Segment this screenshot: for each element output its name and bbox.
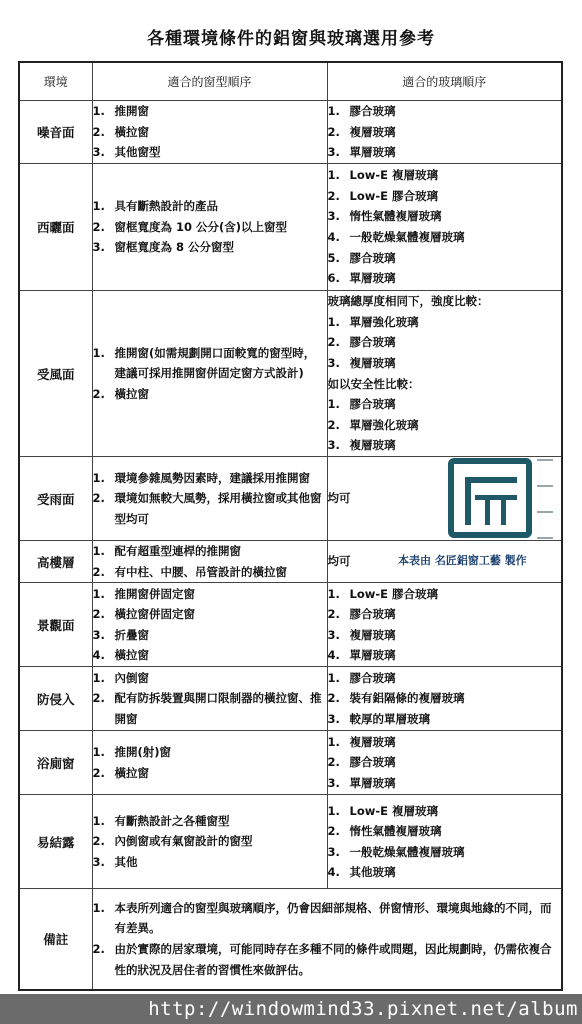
glass-cell (327, 457, 562, 541)
list-item-text: 內倒窗或有氣窗設計的窗型 (114, 834, 253, 849)
page-title: 各種環境條件的鋁窗與玻璃選用參考 (147, 29, 435, 49)
list-item-text: 橫拉窗 (114, 386, 149, 401)
list-item-number: 2. (327, 335, 340, 350)
glass-cell (327, 795, 562, 889)
list-item-text: 其他窗型 (114, 145, 161, 160)
list-item (328, 435, 562, 456)
credit-text: 本表由 名匠鋁窗工藝 製作 (398, 554, 527, 567)
list-item (328, 353, 562, 374)
list-item-text: Low-E 膠合玻璃 (349, 586, 438, 601)
list-item (328, 688, 562, 709)
list-item (328, 842, 562, 863)
list-item-text: 一般乾燥氣體複層玻璃 (349, 844, 465, 859)
list-item-text: 本表所列適合的窗型與玻璃順序，仍會因細部規格、併窗情形、環境與地緣的不同，而有差異。 (114, 900, 552, 936)
list-item-number: 3. (327, 627, 340, 642)
window-cell (92, 667, 327, 731)
list-item-number: 1. (92, 345, 105, 360)
window-cell (92, 291, 327, 457)
list-item-number: 6. (327, 271, 340, 286)
env-cell: 西曬面 (19, 164, 92, 291)
list-item-number: 2. (92, 834, 105, 849)
table-row (19, 291, 562, 457)
glass-cell (327, 583, 562, 667)
list-item (328, 122, 562, 143)
env-cell: 噪音面 (19, 101, 92, 164)
header-glass: 適合的玻璃順序 (327, 62, 562, 101)
list-item-number: 3. (327, 711, 340, 726)
list-item-text: 橫拉窗 (114, 124, 149, 139)
list-item-text: 膠合玻璃 (349, 104, 396, 119)
list-item-text: 有中柱、中腰、吊管設計的橫拉窗 (114, 564, 287, 579)
list-item-text: 膠合玻璃 (349, 670, 396, 685)
list-item (328, 394, 562, 415)
glass-cell (327, 667, 562, 731)
list-item-text: 複層玻璃 (349, 734, 396, 749)
list-item-number: 4. (327, 230, 340, 244)
list-item-number: 3. (92, 627, 105, 642)
header-window: 適合的窗型順序 (92, 62, 327, 101)
list-item-number: 1. (327, 314, 340, 329)
list-item-text: 膠合玻璃 (349, 397, 396, 412)
list-item (328, 268, 562, 289)
list-item-number: 2. (327, 188, 340, 203)
list-item-number: 3. (327, 438, 340, 453)
list-item-text: 窗框寬度為 8 公分窗型 (114, 240, 235, 255)
list-item (328, 732, 562, 753)
list-item-number: 1. (92, 670, 105, 685)
list-item-number: 1. (92, 745, 105, 760)
list-item (93, 217, 327, 238)
window-cell (92, 164, 327, 291)
reference-table (18, 61, 563, 991)
list-item (93, 384, 327, 405)
list-item (93, 645, 327, 666)
glass-subheader: 玻璃總厚度相同下，強度比較： (327, 294, 489, 309)
window-list (93, 468, 327, 530)
window-cell (92, 457, 327, 541)
list-item-text: 配有防拆裝置與開口限制器的橫拉窗、推開窗 (114, 691, 322, 726)
list-item-text: 單層玻璃 (349, 145, 396, 160)
list-item (93, 101, 327, 122)
list-item (328, 821, 562, 842)
window-cell (92, 731, 327, 795)
list-item (93, 142, 327, 163)
list-item-number: 3. (327, 355, 340, 370)
list-item (328, 165, 562, 186)
table-row (19, 583, 562, 667)
list-item-text: 由於實際的居家環境，可能同時存在多種不同的條件或問題，因此規劃時，仍需依複合性的狀況及居住者的習慣性來做評估。 (114, 941, 552, 977)
window-cell (92, 541, 327, 583)
list-item (328, 101, 562, 122)
list-item-text: 膠合玻璃 (349, 335, 396, 350)
list-item-text: 環境如無較大風勢，採用橫拉窗或其他窗型均可 (114, 491, 322, 526)
glass-cell (327, 291, 562, 457)
env-cell: 受風面 (19, 291, 92, 457)
list-item-text: 推開窗併固定窗 (114, 586, 195, 601)
window-list (93, 742, 327, 783)
window-cell (92, 795, 327, 889)
table-row (19, 667, 562, 731)
list-item-number: 2. (92, 564, 105, 579)
window-list (93, 541, 327, 582)
company-logo (445, 455, 557, 541)
header-env: 環境 (19, 62, 92, 101)
watermark-url: http://windowmind33.pixnet.net/album (0, 994, 582, 1024)
list-item-number: 1. (327, 734, 340, 749)
list-item (93, 811, 327, 832)
list-item (328, 645, 562, 666)
list-item (328, 142, 562, 163)
list-item (93, 688, 327, 729)
list-item-number: 3. (327, 209, 340, 224)
list-item-text: Low-E 複層玻璃 (349, 168, 438, 183)
list-item-number: 1. (92, 104, 105, 119)
list-item-text: 惰性氣體複層玻璃 (349, 209, 442, 224)
list-item (328, 668, 562, 689)
notes-cell (92, 889, 562, 990)
list-item-number: 2. (327, 824, 340, 839)
list-item-text: 橫拉窗 (114, 648, 149, 663)
glass-plain-text: 均可 (327, 554, 351, 569)
list-item (93, 562, 327, 583)
list-item-text: 推開窗(如需規劃開口面較寬的窗型時，建議可採用推開窗併固定窗方式設計) (114, 345, 316, 381)
glass-cell (327, 164, 562, 291)
list-item (93, 584, 327, 605)
list-item-text: 膠合玻璃 (349, 755, 396, 770)
list-item (328, 752, 562, 773)
list-item (93, 468, 327, 489)
window-list (93, 811, 327, 873)
list-item (328, 709, 562, 730)
list-item (328, 862, 562, 883)
list-item-text: 其他玻璃 (349, 865, 396, 880)
glass-plain-text: 均可 (327, 491, 351, 506)
list-item-number: 1. (92, 813, 105, 828)
list-item (93, 668, 327, 689)
list-item (93, 852, 327, 873)
list-item-text: 惰性氣體複層玻璃 (349, 824, 442, 839)
env-cell: 浴廁窗 (19, 731, 92, 795)
list-item-number: 5. (327, 250, 340, 265)
list-item (328, 773, 562, 794)
list-item-text: 單層玻璃 (349, 775, 396, 790)
list-item-number: 1. (327, 104, 340, 119)
list-item-text: 單層強化玻璃 (349, 417, 419, 432)
table-row (19, 731, 562, 795)
list-item-text: 橫拉窗 (114, 765, 149, 780)
list-item-number: 2. (327, 607, 340, 622)
list-item-text: 複層玻璃 (349, 124, 396, 139)
list-item (328, 604, 562, 625)
list-item (328, 584, 562, 605)
env-cell: 易結露 (19, 795, 92, 889)
list-item (328, 415, 562, 436)
table-row (19, 795, 562, 889)
list-item (93, 625, 327, 646)
table-row (19, 101, 562, 164)
list-item-number: 1. (327, 586, 340, 601)
list-item-text: 窗框寬度為 10 公分(含)以上窗型 (114, 219, 288, 234)
list-item-text: 單層強化玻璃 (349, 314, 419, 329)
notes-list (93, 898, 562, 980)
list-item-number: 1. (92, 900, 105, 915)
list-item (328, 248, 562, 269)
window-list (93, 668, 327, 730)
list-item (93, 939, 562, 980)
list-item-text: Low-E 膠合玻璃 (349, 188, 438, 203)
list-item-text: 推開(射)窗 (114, 745, 172, 760)
list-item-text: 橫拉窗併固定窗 (114, 607, 195, 622)
list-item-text: 複層玻璃 (349, 627, 396, 642)
glass-list (328, 165, 562, 289)
list-item (93, 237, 327, 258)
table-row (19, 457, 562, 541)
env-cell: 高樓層 (19, 541, 92, 583)
list-item-number: 1. (327, 803, 340, 818)
window-list (93, 343, 327, 405)
glass-list (328, 732, 562, 794)
list-item-number: 3. (92, 240, 105, 255)
window-list (93, 584, 327, 666)
list-item-number: 3. (92, 854, 105, 869)
list-item-number: 2. (92, 765, 105, 780)
glass-list (328, 668, 562, 730)
glass-subheader: 如以安全性比較： (327, 376, 420, 391)
list-item-text: 具有斷熱設計的產品 (114, 199, 218, 214)
env-cell: 防侵入 (19, 667, 92, 731)
window-cell (92, 583, 327, 667)
list-item-number: 2. (92, 491, 105, 506)
list-item (328, 312, 562, 333)
list-item-number: 2. (92, 607, 105, 622)
list-item-text: 複層玻璃 (349, 355, 396, 370)
list-item-text: 複層玻璃 (349, 438, 396, 453)
list-item (93, 604, 327, 625)
list-item-number: 2. (92, 691, 105, 706)
list-item (93, 831, 327, 852)
list-item-text: 膠合玻璃 (349, 250, 396, 265)
list-item-text: 配有超重型連桿的推開窗 (114, 544, 241, 558)
glass-list (328, 394, 562, 456)
list-item-number: 1. (92, 544, 105, 558)
list-item-text: 其他 (114, 854, 138, 869)
glass-list (328, 312, 562, 374)
list-item (328, 227, 562, 248)
list-item-number: 3. (327, 844, 340, 859)
list-item (328, 625, 562, 646)
list-item-number: 2. (92, 386, 105, 401)
glass-cell (327, 101, 562, 164)
list-item (93, 196, 327, 217)
list-item-number: 1. (92, 470, 105, 485)
list-item-number: 3. (327, 145, 340, 160)
list-item (328, 332, 562, 353)
list-item-number: 3. (327, 775, 340, 790)
list-item-number: 2. (92, 941, 105, 956)
list-item-number: 2. (327, 417, 340, 432)
list-item-number: 1. (327, 168, 340, 183)
notes-label: 備註 (19, 889, 92, 990)
list-item-text: 裝有鋁隔條的複層玻璃 (349, 691, 465, 706)
list-item-text: 一般乾燥氣體複層玻璃 (349, 230, 465, 244)
list-item-number: 1. (327, 670, 340, 685)
list-item-number: 1. (92, 586, 105, 601)
list-item-number: 2. (92, 124, 105, 139)
env-cell: 景觀面 (19, 583, 92, 667)
list-item-text: Low-E 複層玻璃 (349, 803, 438, 818)
list-item (328, 186, 562, 207)
list-item (93, 763, 327, 784)
list-item-text: 內倒窗 (114, 670, 149, 685)
list-item-text: 單層玻璃 (349, 648, 396, 663)
list-item-number: 2. (327, 755, 340, 770)
list-item-text: 推開窗 (114, 104, 149, 119)
list-item-number: 2. (92, 219, 105, 234)
glass-list (328, 101, 562, 163)
list-item (93, 343, 327, 384)
list-item-text: 膠合玻璃 (349, 607, 396, 622)
list-item-number: 2. (327, 124, 340, 139)
list-item-text: 折疊窗 (114, 627, 149, 642)
list-item (93, 898, 562, 939)
window-cell (92, 101, 327, 164)
list-item-number: 4. (327, 648, 340, 663)
glass-cell (327, 731, 562, 795)
list-item-text: 有斷熱設計之各種窗型 (114, 813, 230, 828)
list-item-number: 3. (92, 145, 105, 160)
glass-list (328, 584, 562, 666)
list-item-number: 1. (92, 199, 105, 214)
list-item (93, 541, 327, 562)
table-row (19, 164, 562, 291)
logo-mark-icon (445, 455, 557, 541)
list-item (328, 206, 562, 227)
list-item-text: 環境參雜風勢因素時，建議採用推開窗 (114, 470, 310, 485)
list-item-number: 1. (327, 397, 340, 412)
list-item (93, 122, 327, 143)
list-item-number: 4. (327, 865, 340, 880)
env-cell: 受雨面 (19, 457, 92, 541)
glass-list (328, 801, 562, 883)
list-item (93, 488, 327, 529)
window-list (93, 101, 327, 163)
window-list (93, 196, 327, 258)
notes-row (19, 889, 562, 990)
header-row (19, 62, 562, 101)
list-item-text: 單層玻璃 (349, 271, 396, 286)
list-item-text: 較厚的單層玻璃 (349, 711, 430, 726)
list-item (93, 742, 327, 763)
list-item-number: 4. (92, 648, 105, 663)
list-item-number: 2. (327, 691, 340, 706)
list-item (328, 801, 562, 822)
